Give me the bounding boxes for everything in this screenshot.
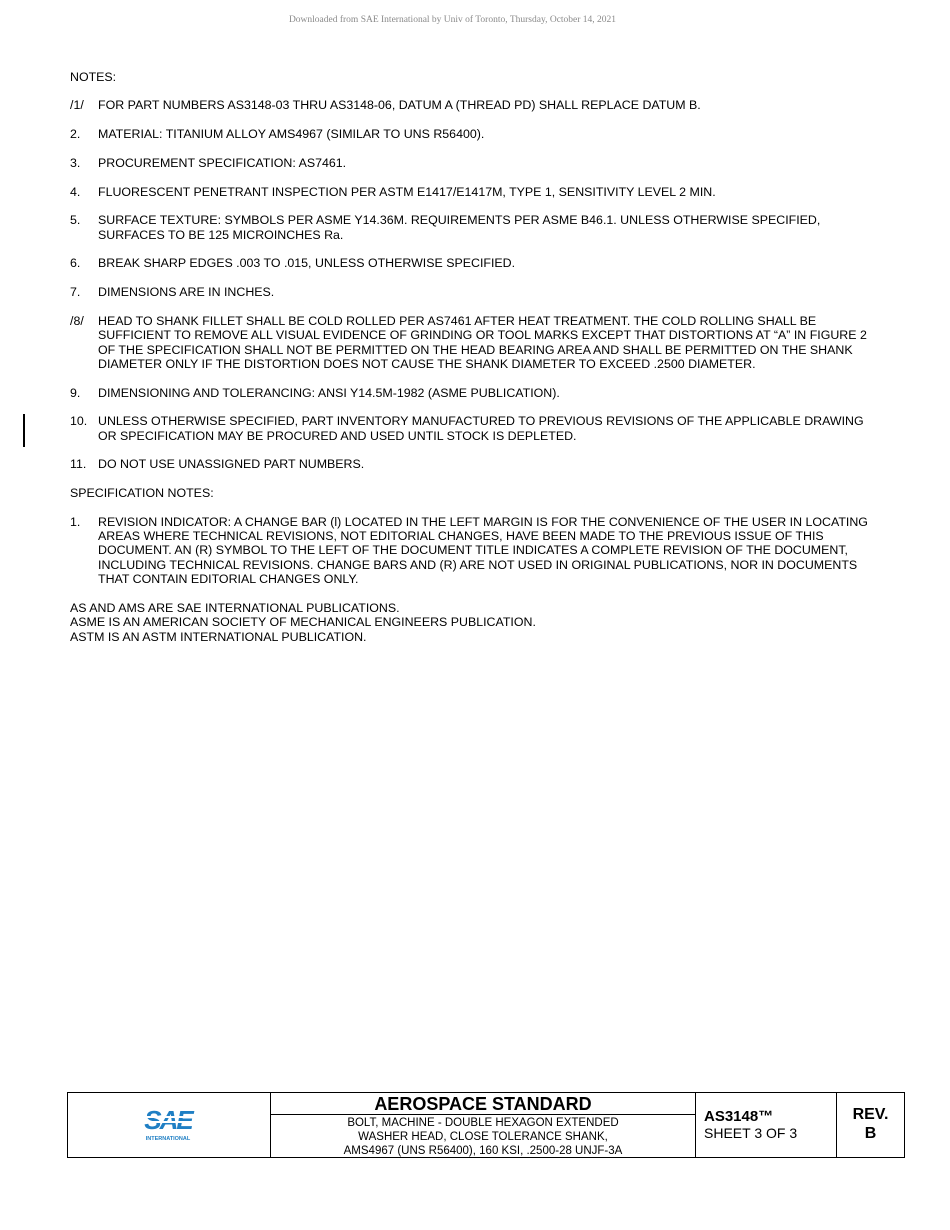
note-text: FOR PART NUMBERS AS3148-03 THRU AS3148-06, DATUM A (THREAD PD) SHALL REPLACE DATUM B. xyxy=(98,98,701,113)
note-text: HEAD TO SHANK FILLET SHALL BE COLD ROLLED PER AS7461 AFTER HEAT TREATMENT. THE COLD ROLLING SHALL BE SUFFICIENT TO REMOVE ALL VISUAL EVIDENCE OF GRINDING OR TOOL MARKS EXCEPT THAT DISTORTIONS AT “A” IN FIGURE 2 OF THE SPECIFICATION SHALL NOT BE PERMITTED ON THE HEAD BEARING AREA AND SHALL BE PERMITTED ON THE SHANK DIAMETER ONLY IF THE DISTORTION DOES NOT CAUSE THE SHANK DIAMETER TO EXCEED .2500 DIAMETER. xyxy=(98,313,867,371)
notes-section xyxy=(70,70,882,644)
notes-heading: NOTES: xyxy=(70,70,117,84)
sae-logo-icon xyxy=(140,1107,200,1147)
standard-heading: AEROSPACE STANDARD xyxy=(271,1093,695,1115)
note-number: 5. xyxy=(70,213,81,228)
note-text: MATERIAL: TITANIUM ALLOY AMS4967 (SIMILAR TO UNS R56400). xyxy=(98,127,485,142)
note-number: /8/ xyxy=(70,313,84,328)
note-item xyxy=(70,457,882,471)
note-number: 10. xyxy=(70,414,88,429)
note-text: DIMENSIONS ARE IN INCHES. xyxy=(98,285,275,300)
logo-cell xyxy=(68,1093,271,1157)
note-item xyxy=(70,185,882,199)
revision-label: REV. xyxy=(852,1106,889,1123)
note-text: DIMENSIONING AND TOLERANCING: ANSI Y14.5M-1982 (ASME PUBLICATION). xyxy=(98,385,560,400)
note-number: 6. xyxy=(70,256,81,271)
note-number: 9. xyxy=(70,385,81,400)
publication-line: ASTM IS AN ASTM INTERNATIONAL PUBLICATION. xyxy=(70,629,367,644)
note-number: 11. xyxy=(70,457,87,472)
note-item xyxy=(70,127,882,141)
doc-number-cell xyxy=(696,1093,837,1157)
spec-note-item xyxy=(70,515,882,587)
description-line: AMS4967 (UNS R56400), 160 KSI, .2500-28 UNJF-3A xyxy=(343,1145,623,1157)
note-number: 2. xyxy=(70,127,81,142)
note-text: PROCUREMENT SPECIFICATION: AS7461. xyxy=(98,155,347,170)
note-text: UNLESS OTHERWISE SPECIFIED, PART INVENTORY MANUFACTURED TO PREVIOUS REVISIONS OF THE APPLICABLE DRAWING OR SPECIFICATION MAY BE PROCURED AND USED UNTIL STOCK IS DEPLETED. xyxy=(98,414,864,443)
note-item xyxy=(70,414,882,443)
note-number: 4. xyxy=(70,184,81,199)
note-item xyxy=(70,156,882,170)
note-text: BREAK SHARP EDGES .003 TO .015, UNLESS OTHERWISE SPECIFIED. xyxy=(98,256,516,271)
title-cell xyxy=(271,1093,696,1157)
note-text: FLUORESCENT PENETRANT INSPECTION PER ASTM E1417/E1417M, TYPE 1, SENSITIVITY LEVEL 2 MIN. xyxy=(98,184,716,199)
note-item xyxy=(70,314,882,372)
note-text: DO NOT USE UNASSIGNED PART NUMBERS. xyxy=(98,457,365,472)
publication-notes xyxy=(70,601,882,644)
sheet-number: SHEET 3 OF 3 xyxy=(704,1125,798,1141)
part-description xyxy=(271,1115,695,1158)
publication-line: ASME IS AN AMERICAN SOCIETY OF MECHANICAL ENGINEERS PUBLICATION. xyxy=(70,615,536,630)
doc-number: AS3148™ xyxy=(704,1108,774,1125)
revision-value: B xyxy=(864,1125,877,1142)
note-item xyxy=(70,98,882,112)
note-item xyxy=(70,256,882,270)
note-number: 7. xyxy=(70,285,81,300)
description-line: BOLT, MACHINE - DOUBLE HEXAGON EXTENDED xyxy=(347,1117,619,1129)
note-number: /1/ xyxy=(70,98,84,113)
description-line: WASHER HEAD, CLOSE TOLERANCE SHANK, xyxy=(358,1131,608,1143)
revision-cell xyxy=(837,1093,904,1157)
spec-notes-heading: SPECIFICATION NOTES: xyxy=(70,486,214,501)
title-block xyxy=(67,1092,905,1158)
spec-note-text: REVISION INDICATOR: A CHANGE BAR (l) LOCATED IN THE LEFT MARGIN IS FOR THE CONVENIENCE OF THE USER IN LOCATING AREAS WHERE TECHNICAL REVISIONS, NOT EDITORIAL CHANGES, HAVE BEEN MADE TO THE PREVIOUS ISSUE OF THIS DOCUMENT. AN (R) SYMBOL TO THE LEFT OF THE DOCUMENT TITLE INDICATES A COMPLETE REVISION OF THE DOCUMENT, INCLUDING TECHNICAL REVISIONS. CHANGE BARS AND (R) ARE NOT USED IN ORIGINAL PUBLICATIONS, NOR IN DOCUMENTS THAT CONTAIN EDITORIAL CHANGES ONLY. xyxy=(98,514,868,587)
note-item xyxy=(70,285,882,299)
download-banner: Downloaded from SAE International by Univ of Toronto, Thursday, October 14, 2021 xyxy=(288,15,617,25)
change-bar xyxy=(23,414,25,447)
spec-note-number: 1. xyxy=(70,514,81,529)
note-item xyxy=(70,386,882,400)
note-number: 3. xyxy=(70,155,81,170)
note-item xyxy=(70,213,882,242)
logo-subtext: INTERNATIONAL xyxy=(145,1136,191,1142)
publication-line: AS AND AMS ARE SAE INTERNATIONAL PUBLICATIONS. xyxy=(70,600,400,615)
note-text: SURFACE TEXTURE: SYMBOLS PER ASME Y14.36M. REQUIREMENTS PER ASME B46.1. UNLESS OTHERWISE SPECIFIED, SURFACES TO BE 125 MICROINCHES Ra. xyxy=(98,213,821,242)
